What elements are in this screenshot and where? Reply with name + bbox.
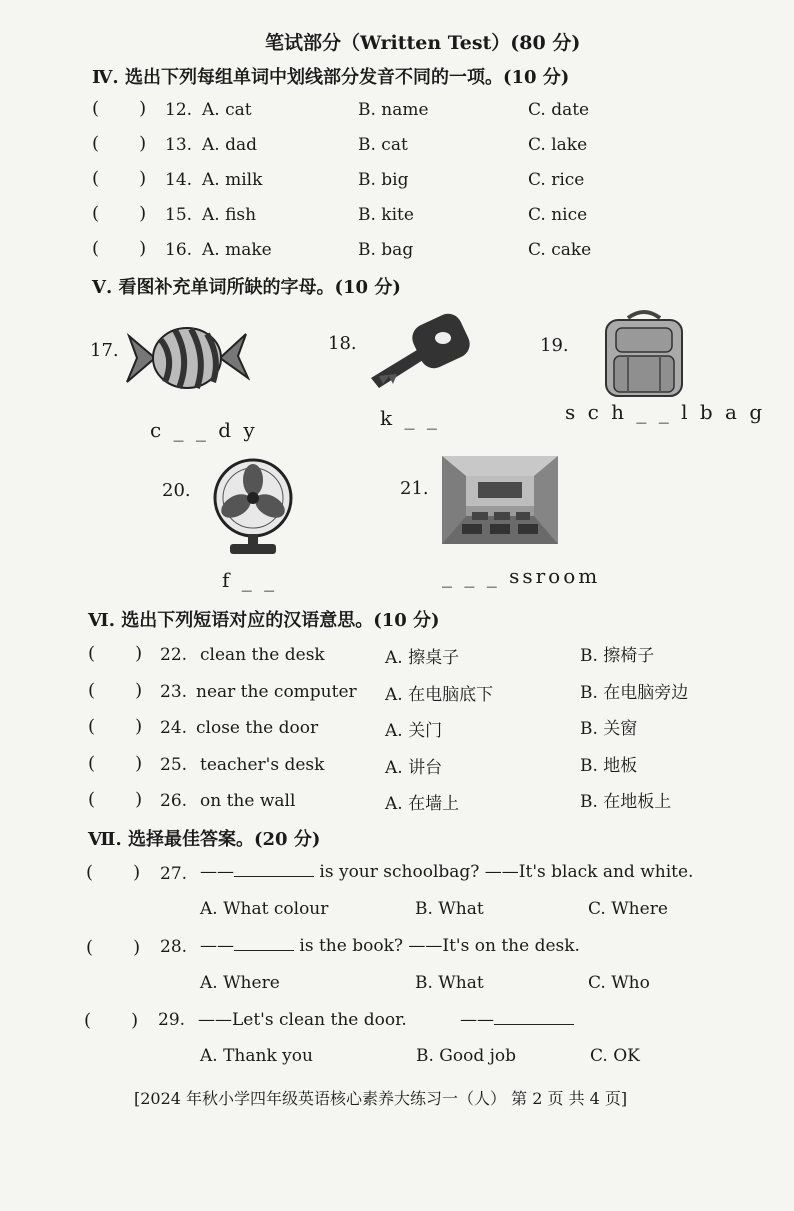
option-a: A. What colour [200, 899, 329, 919]
answer-blank[interactable] [494, 1023, 574, 1025]
option-b: B. name [358, 100, 429, 120]
option-b: B. Good job [416, 1046, 517, 1066]
option-a: A. 在电脑底下 [385, 685, 494, 705]
option-c: C. OK [590, 1046, 640, 1066]
option-c: C. Where [588, 899, 668, 919]
option-a: A. Thank you [200, 1046, 313, 1066]
section-7-heading: Ⅶ. 选择最佳答案。(20 分) [88, 829, 321, 850]
option-b: B. 关窗 [580, 719, 638, 739]
item-number: 19. [540, 335, 569, 356]
dash: —— [200, 936, 234, 956]
phrase: clean the desk [200, 645, 325, 665]
question-number: 28. [160, 937, 188, 957]
option-a: A. 讲台 [385, 758, 443, 778]
option-b: B. What [415, 899, 484, 919]
section-6-heading: Ⅵ. 选出下列短语对应的汉语意思。(10 分) [88, 610, 440, 631]
answer-blank[interactable] [234, 949, 294, 951]
option-c: C. rice [528, 170, 585, 190]
page-footer: [2024 年秋小学四年级英语核心素养大练习一（人） 第 2 页 共 4 页] [134, 1089, 628, 1108]
answer-paren[interactable]: ( ) [92, 133, 147, 154]
answer-paren[interactable]: ( ) [88, 680, 143, 701]
word-blank: k _ _ [380, 406, 440, 430]
option-c: C. Who [588, 973, 650, 993]
question-number: 15. [165, 205, 193, 225]
option-a: A. fish [202, 205, 257, 225]
phrase: on the wall [200, 791, 296, 811]
question-stem [200, 862, 693, 882]
word-blank: _ _ _ ssroom [442, 564, 601, 588]
option-c: C. date [528, 100, 590, 120]
page-title: 笔试部分（Written Test）(80 分) [265, 32, 581, 54]
phrase: close the door [196, 718, 319, 738]
answer-paren[interactable]: ( ) [86, 862, 141, 883]
question-number: 12. [165, 100, 193, 120]
option-b: B. What [415, 973, 484, 993]
option-a: A. 关门 [385, 721, 443, 741]
dash: —— [460, 1010, 494, 1030]
question-number: 27. [160, 864, 188, 884]
section-4-heading: Ⅳ. 选出下列每组单词中划线部分发音不同的一项。(10 分) [92, 67, 570, 88]
answer-paren[interactable]: ( ) [92, 168, 147, 189]
option-a: A. 在墙上 [385, 794, 460, 814]
option-a: A. milk [202, 170, 263, 190]
option-c: C. cake [528, 240, 592, 260]
classroom-picture [442, 456, 558, 544]
answer-paren[interactable]: ( ) [88, 716, 143, 737]
option-a: A. cat [202, 100, 252, 120]
option-a: A. dad [202, 135, 257, 155]
question-number: 26. [160, 791, 188, 811]
item-number: 21. [400, 478, 429, 499]
option-b: B. 擦椅子 [580, 646, 655, 666]
option-b: B. 在地板上 [580, 792, 672, 812]
stem-text: is the book? ——It's on the desk. [299, 936, 580, 956]
question-number: 13. [165, 135, 193, 155]
question-number: 24. [160, 718, 188, 738]
question-stem [200, 936, 580, 956]
option-c: C. lake [528, 135, 588, 155]
answer-paren[interactable]: ( ) [88, 753, 143, 774]
answer-paren[interactable]: ( ) [92, 98, 147, 119]
word-blank: f _ _ [222, 568, 278, 592]
dash: —— [200, 862, 234, 882]
question-number: 22. [160, 645, 188, 665]
phrase: near the computer [196, 682, 357, 702]
reply-stem [460, 1010, 574, 1030]
answer-paren[interactable]: ( ) [92, 238, 147, 259]
stem-text: is your schoolbag? ——It's black and white. [319, 862, 694, 882]
answer-paren[interactable]: ( ) [84, 1010, 139, 1031]
answer-paren[interactable]: ( ) [86, 937, 141, 958]
item-number: 20. [162, 480, 191, 501]
option-b: B. 地板 [580, 756, 638, 776]
option-b: B. big [358, 170, 409, 190]
section-5-heading: Ⅴ. 看图补充单词所缺的字母。(10 分) [92, 277, 401, 298]
question-stem: ——Let's clean the door. [198, 1010, 407, 1030]
question-number: 14. [165, 170, 193, 190]
answer-blank[interactable] [234, 875, 314, 877]
option-a: A. 擦桌子 [385, 648, 460, 668]
item-number: 17. [90, 340, 119, 361]
question-number: 29. [158, 1010, 186, 1030]
option-a: A. Where [200, 973, 280, 993]
schoolbag-picture [598, 306, 690, 398]
option-b: B. kite [358, 205, 414, 225]
word-blank: s c h _ _ l b a g [565, 400, 766, 424]
question-number: 25. [160, 755, 188, 775]
question-number: 16. [165, 240, 193, 260]
option-b: B. bag [358, 240, 414, 260]
candy-picture [125, 318, 250, 398]
option-a: A. make [202, 240, 272, 260]
answer-paren[interactable]: ( ) [88, 789, 143, 810]
phrase: teacher's desk [200, 755, 325, 775]
answer-paren[interactable]: ( ) [92, 203, 147, 224]
question-number: 23. [160, 682, 188, 702]
word-blank: c _ _ d y [150, 418, 258, 442]
key-picture [365, 312, 475, 392]
answer-paren[interactable]: ( ) [88, 643, 143, 664]
option-c: C. nice [528, 205, 588, 225]
fan-picture [208, 456, 298, 558]
option-b: B. 在电脑旁边 [580, 683, 689, 703]
option-b: B. cat [358, 135, 408, 155]
item-number: 18. [328, 333, 357, 354]
